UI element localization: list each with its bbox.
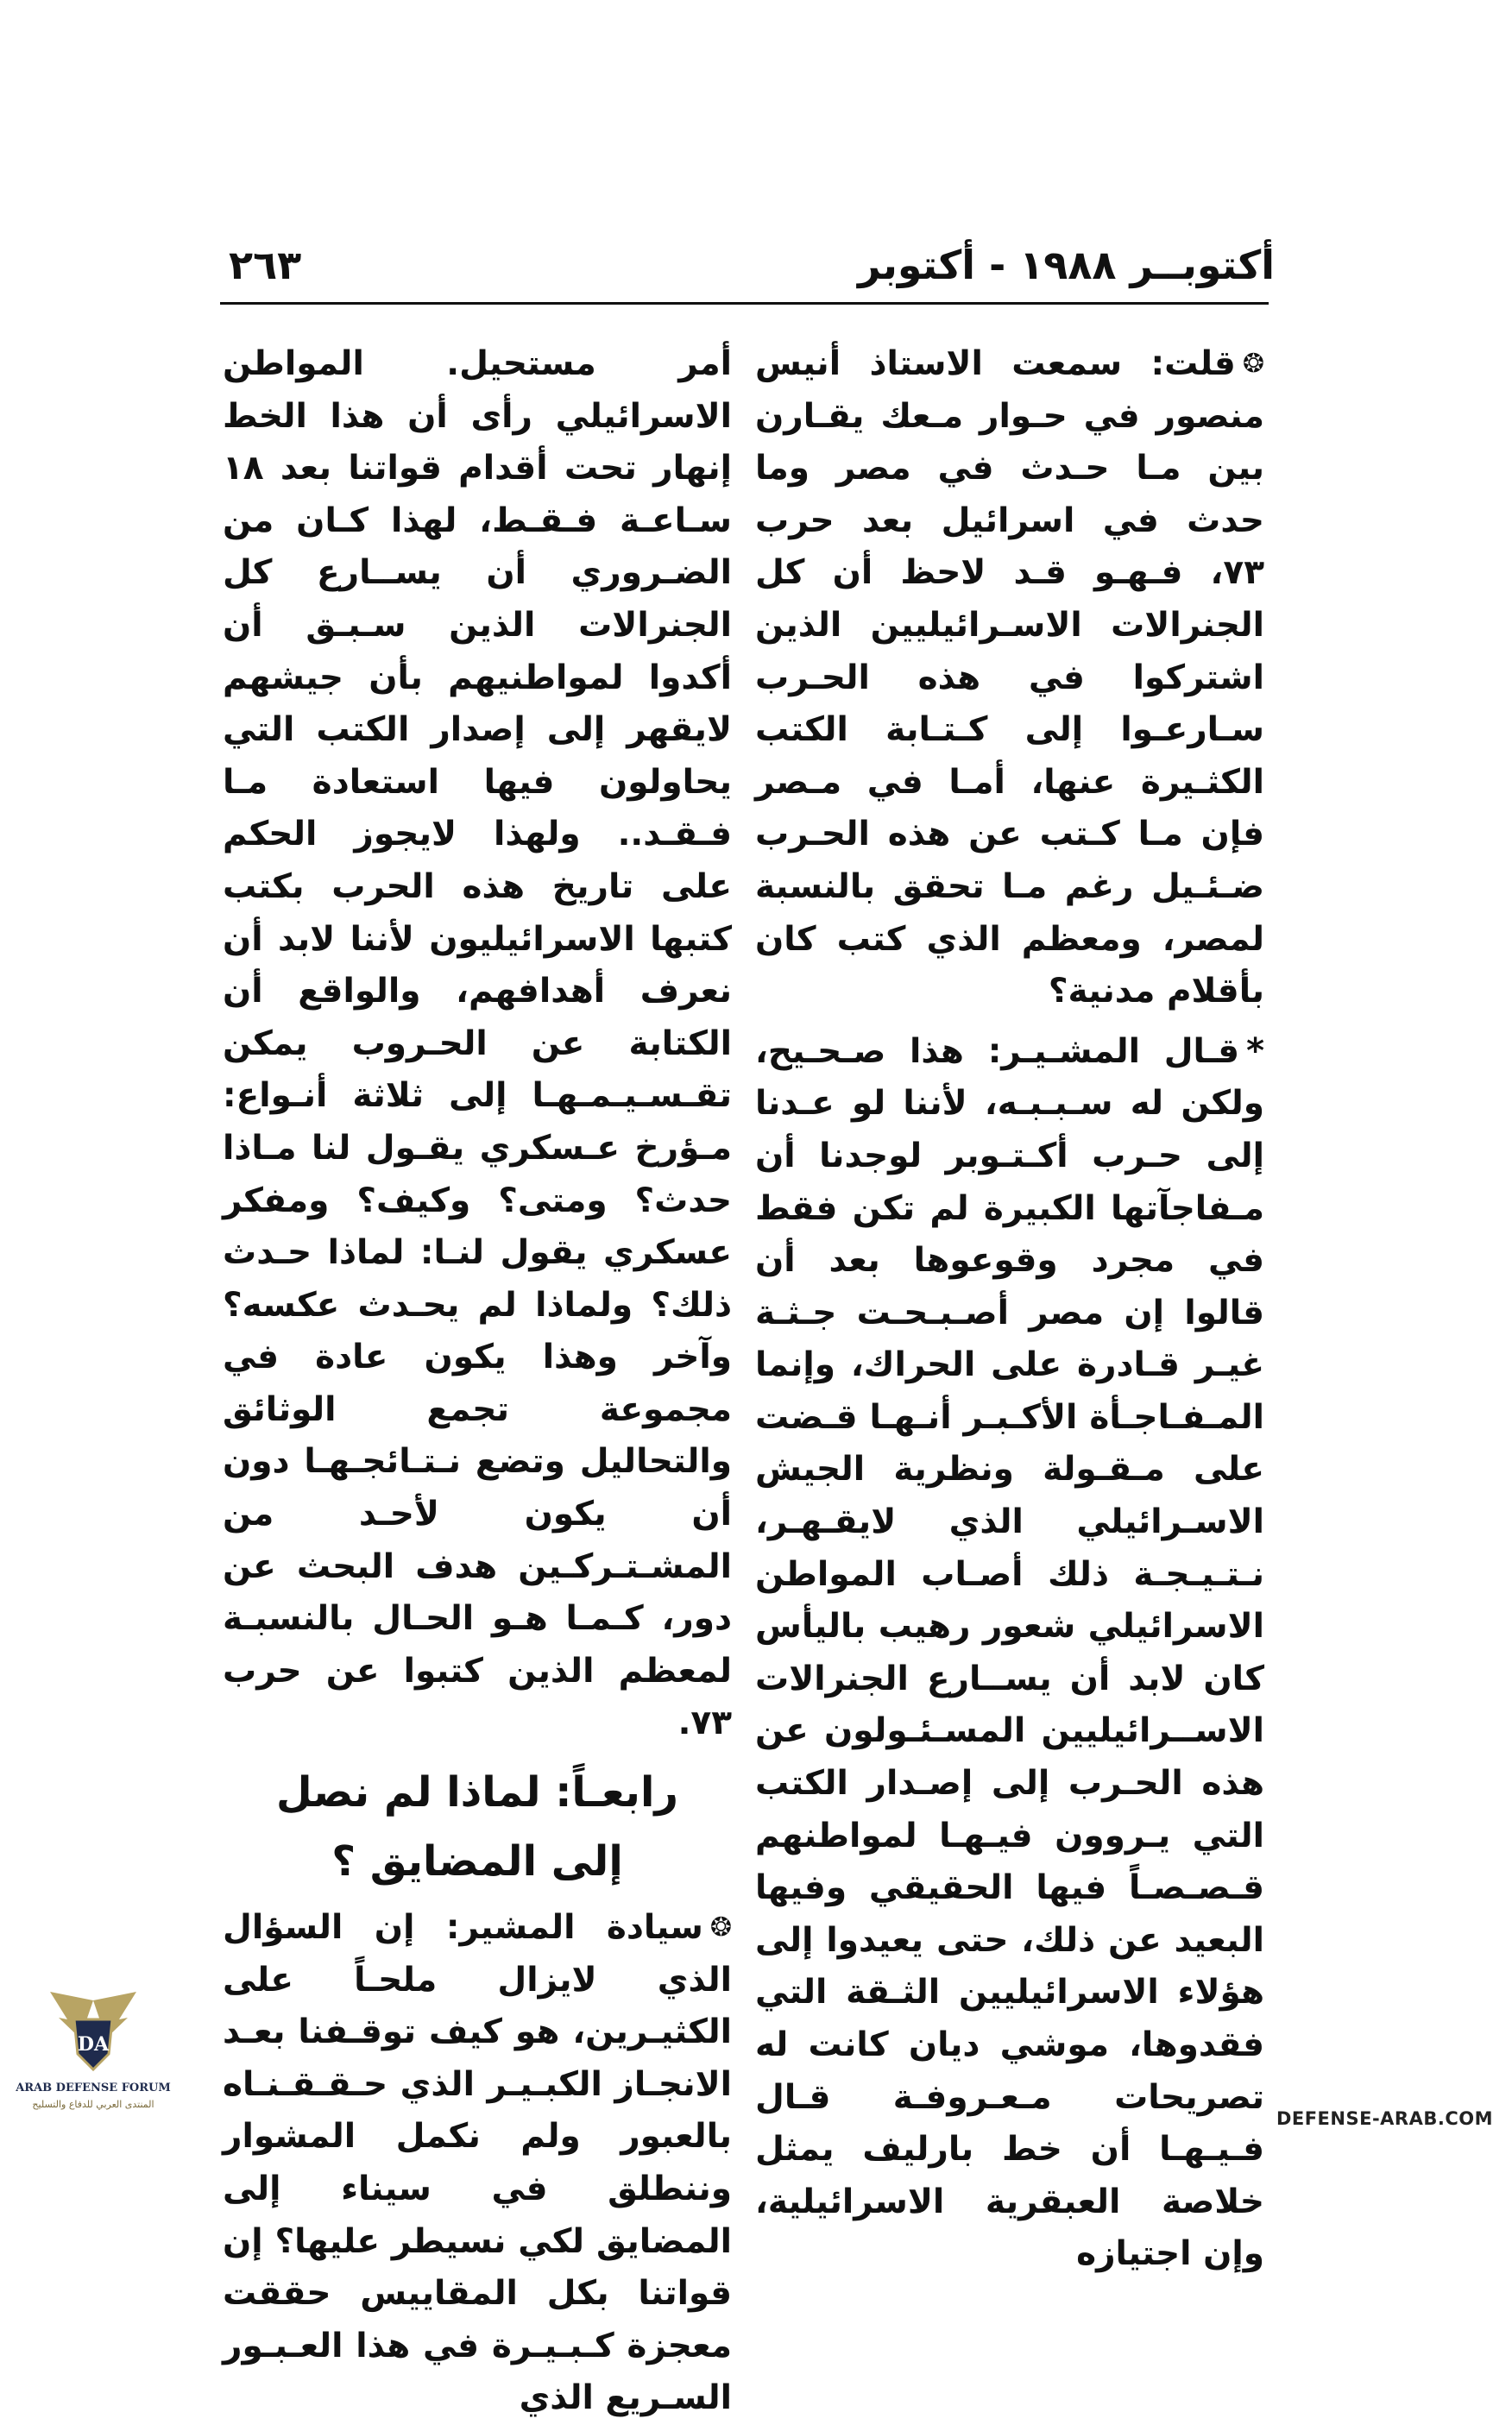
asterisk-icon: * [1246,1030,1264,1071]
logo-text-arabic: المنتدى العربي للدفاع والتسليح [32,2099,154,2110]
paragraph-question [755,338,1264,1018]
right-column [755,338,1264,2281]
section-heading-line-1: رابعـاً: لماذا لم نصل [275,1768,679,1817]
paragraph-answer [755,1025,1264,2281]
arab-defense-forum-logo [16,1985,171,2136]
watermark-site-url: DEFENSE-ARAB.COM [1276,2108,1493,2129]
section-heading-line-2: إلى المضايق ؟ [331,1837,623,1886]
paragraph-question-2-text: سيادة المشير: إن السؤال الذي لايزال ملحـاً على الكثيـرين، هو كيف توقـفنا بعـد الانجـاز الكبـيـر الذي حـقـقـنـاه بالعبور ولم نكمل المشوار وننطلق في سيناء إلى المضايق لكي نسيطر عليها؟ إن قواتنا بكل المقاييس حققت معجزة كـبـيـرة في هذا العـبـور السـريع الذي [223,1908,732,2418]
paragraph-continuation: أمر مستحيل. المواطن الاسرائيلي رأى أن هذا الخط إنهار تحت أقدام قواتنا بعد ١٨ سـاعـة فـقـط، لهذا كـان من الضـروري أن يســارع كل الجنرالات الذين سـبـق أن أكدوا لمواطنيهم بأن جيشهم لايقهر إلى إصدار الكتب التي يحاولون فيها استعادة مـا فـقـد.. ولهذا لايجوز الحكم على تاريخ هذه الحرب بكتب كتبها الاسرائيليون لأننا لابد أن نعرف أهدافهم، والواقع أن الكتابة عن الحـروب يمكن تقـسـيـمـهـا إلى ثلاثة أنـواع: مـؤرخ عـسكري يقـول لنا مـاذا حدث؟ ومتى؟ وكيف؟ ومفكر عسكري يقول لنـا: لماذا حـدث ذلك؟ ولماذا لم يحـدث عكسه؟ وآخر وهذا يكون عادة في مجموعة تجمع الوثائق والتحاليل وتضع نـتـائجـهـا دون أن يكون لأحـد من المشـتـركـين هدف البحث عن دور، كـمـا هـو الحـال بالنسبـة لمعظم الذين كتبوا عن حرب ٧٣. [223,344,732,1743]
paragraph-question-2 [223,1902,732,2425]
header-rule [220,302,1269,305]
left-column [223,338,732,2425]
running-header-title: أكتوبــر ١٩٨٨ - أكتوبر [858,242,1275,288]
page-number: ٢٦٣ [229,242,302,288]
bullet-dot-icon: ❂ [1242,349,1264,379]
paragraph-answer-text: قـال المشـيـر: هذا صـحـيح، ولكن له سـبـبـه، لأننا لو عـدنا إلى حـرب أكـتـوبر لوجدنا أن مـفاجآتها الكبيرة لم تكن فقط في مجرد وقوعوها بعد أن قالوا إن مصر أصـبـحـت جـثـة غيـر قـادرة على الحراك، وإنما المـفـاجـأة الأكـبـر أنـهـا قـضت على مـقـولة ونظرية الجيش الاسـرائيلي الذي لايقـهـر، نـتـيـجـة ذلك أصـاب المواطن الاسرائيلي شعور رهيب باليأس كان لابد أن يســارع الجنرالات الاســرائيليين المسـئـولون عن هذه الحـرب إلى إصـدار الكتب التي يـروون فيـهـا لمواطنهم قـصـصـاً فيها الحقيقي وفيها البعيد عن ذلك، حتى يعيدوا إلى هؤلاء الاسرائيليين الثـقة التي فقدوها، موشي ديان كانت له تصريحات مـعـروفـة قـال فـيـهـا أن خط بارليف يمثل خلاصة العبقرية الاسرائيلية، وإن اجتيازه [755,1031,1264,2274]
logo-text-english: ARAB DEFENSE FORUM [16,2082,171,2094]
bullet-dot-icon: ❂ [709,1912,732,1943]
paragraph-question-text: قلت: سمعت الاستاذ أنيس منصور في حـوار مـعك يقـارن بين مـا حـدث في مصر وما حدث في اسرائيل بعد حرب ٧٣، فـهـو قـد لاحظ أن كل الجنرالات الاسـرائيليين الذين اشتركوا في هذه الحـرب سـارعـوا إلى كـتـابة الكتب الكثـيرة عنها، أمـا في مـصر فإن مـا كـتب عن هذه الحـرب ضـئـيل رغم مـا تحقق بالنسبة لمصر، ومعظم الذي كتب كان بأقلام مدنية؟ [755,344,1264,1011]
eagle-emblem-icon [41,1985,145,2080]
logo-initials: DA [77,2033,110,2056]
